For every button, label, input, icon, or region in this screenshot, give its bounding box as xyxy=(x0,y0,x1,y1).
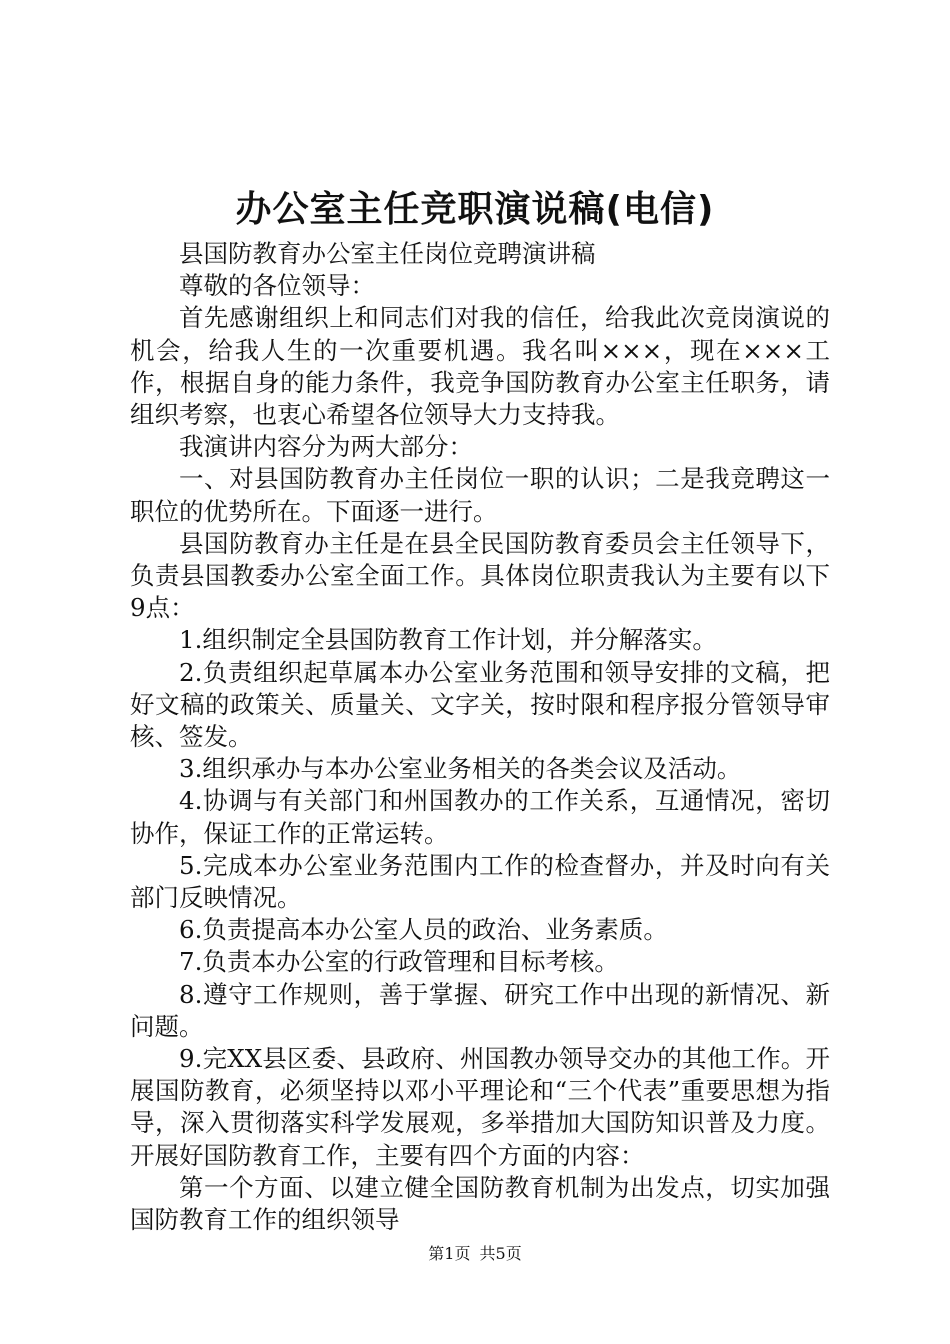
list-item: 1.组织制定全县国防教育工作计划，并分解落实。 xyxy=(179,625,717,655)
list-item: 9.完XX县区委、县政府、州国教办领导交办的其他工作。开展国防教育，必须坚持以邓小平理论和“三个代表”重要思想为指导，深入贯彻落实科学发展观，多举措加大国防知识普及力度。开展好国防教育工作，主要有四个方面的内容： xyxy=(130,1044,830,1170)
paragraph: 县国防教育办主任是在县全民国防教育委员会主任领导下，负责县国教委办公室全面工作。具体岗位职责我认为主要有以下9点： xyxy=(130,528,830,623)
paragraph: 尊敬的各位领导： xyxy=(179,271,375,301)
list-item: 5.完成本办公室业务范围内工作的检查督办，并及时向有关部门反映情况。 xyxy=(130,850,830,913)
paragraph: 第一个方面、以建立健全国防教育机制为出发点，切实加强国防教育工作的组织领导 xyxy=(130,1172,830,1235)
list-item: 4.协调与有关部门和州国教办的工作关系，互通情况，密切协作，保证工作的正常运转。 xyxy=(130,786,830,848)
list-item: 7.负责本办公室的行政管理和目标考核。 xyxy=(179,947,619,977)
document-title: 办公室主任竞职演说稿(电信) xyxy=(235,189,715,230)
list-item: 2.负责组织起草属本办公室业务范围和领导安排的文稿，把好文稿的政策关、质量关、文字关，按时限和程序报分管领导审核、签发。 xyxy=(130,657,830,752)
paragraph: 县国防教育办公室主任岗位竞聘演讲稿 xyxy=(179,239,596,268)
paragraph: 一、对县国防教育办主任岗位一职的认识；二是我竞聘这一职位的优势所在。下面逐一进行。 xyxy=(130,464,830,526)
list-item: 3.组织承办与本办公室业务相关的各类会议及活动。 xyxy=(179,754,742,784)
paragraph: 首先感谢组织上和同志们对我的信任，给我此次竞岗演说的机会，给我人生的一次重要机遇。我名叫×××，现在×××工作，根据自身的能力条件，我竞争国防教育办公室主任职务，请组织考察，也衷心希望各位领导大力支持我。 xyxy=(130,303,830,430)
paragraph: 我演讲内容分为两大部分： xyxy=(179,432,473,462)
page-footer: 第1页 共5页 xyxy=(428,1244,522,1263)
list-item: 8.遵守工作规则，善于掌握、研究工作中出现的新情况、新问题。 xyxy=(130,979,830,1041)
list-item: 6.负责提高本办公室人员的政治、业务素质。 xyxy=(179,915,668,945)
document-body xyxy=(130,238,830,1236)
